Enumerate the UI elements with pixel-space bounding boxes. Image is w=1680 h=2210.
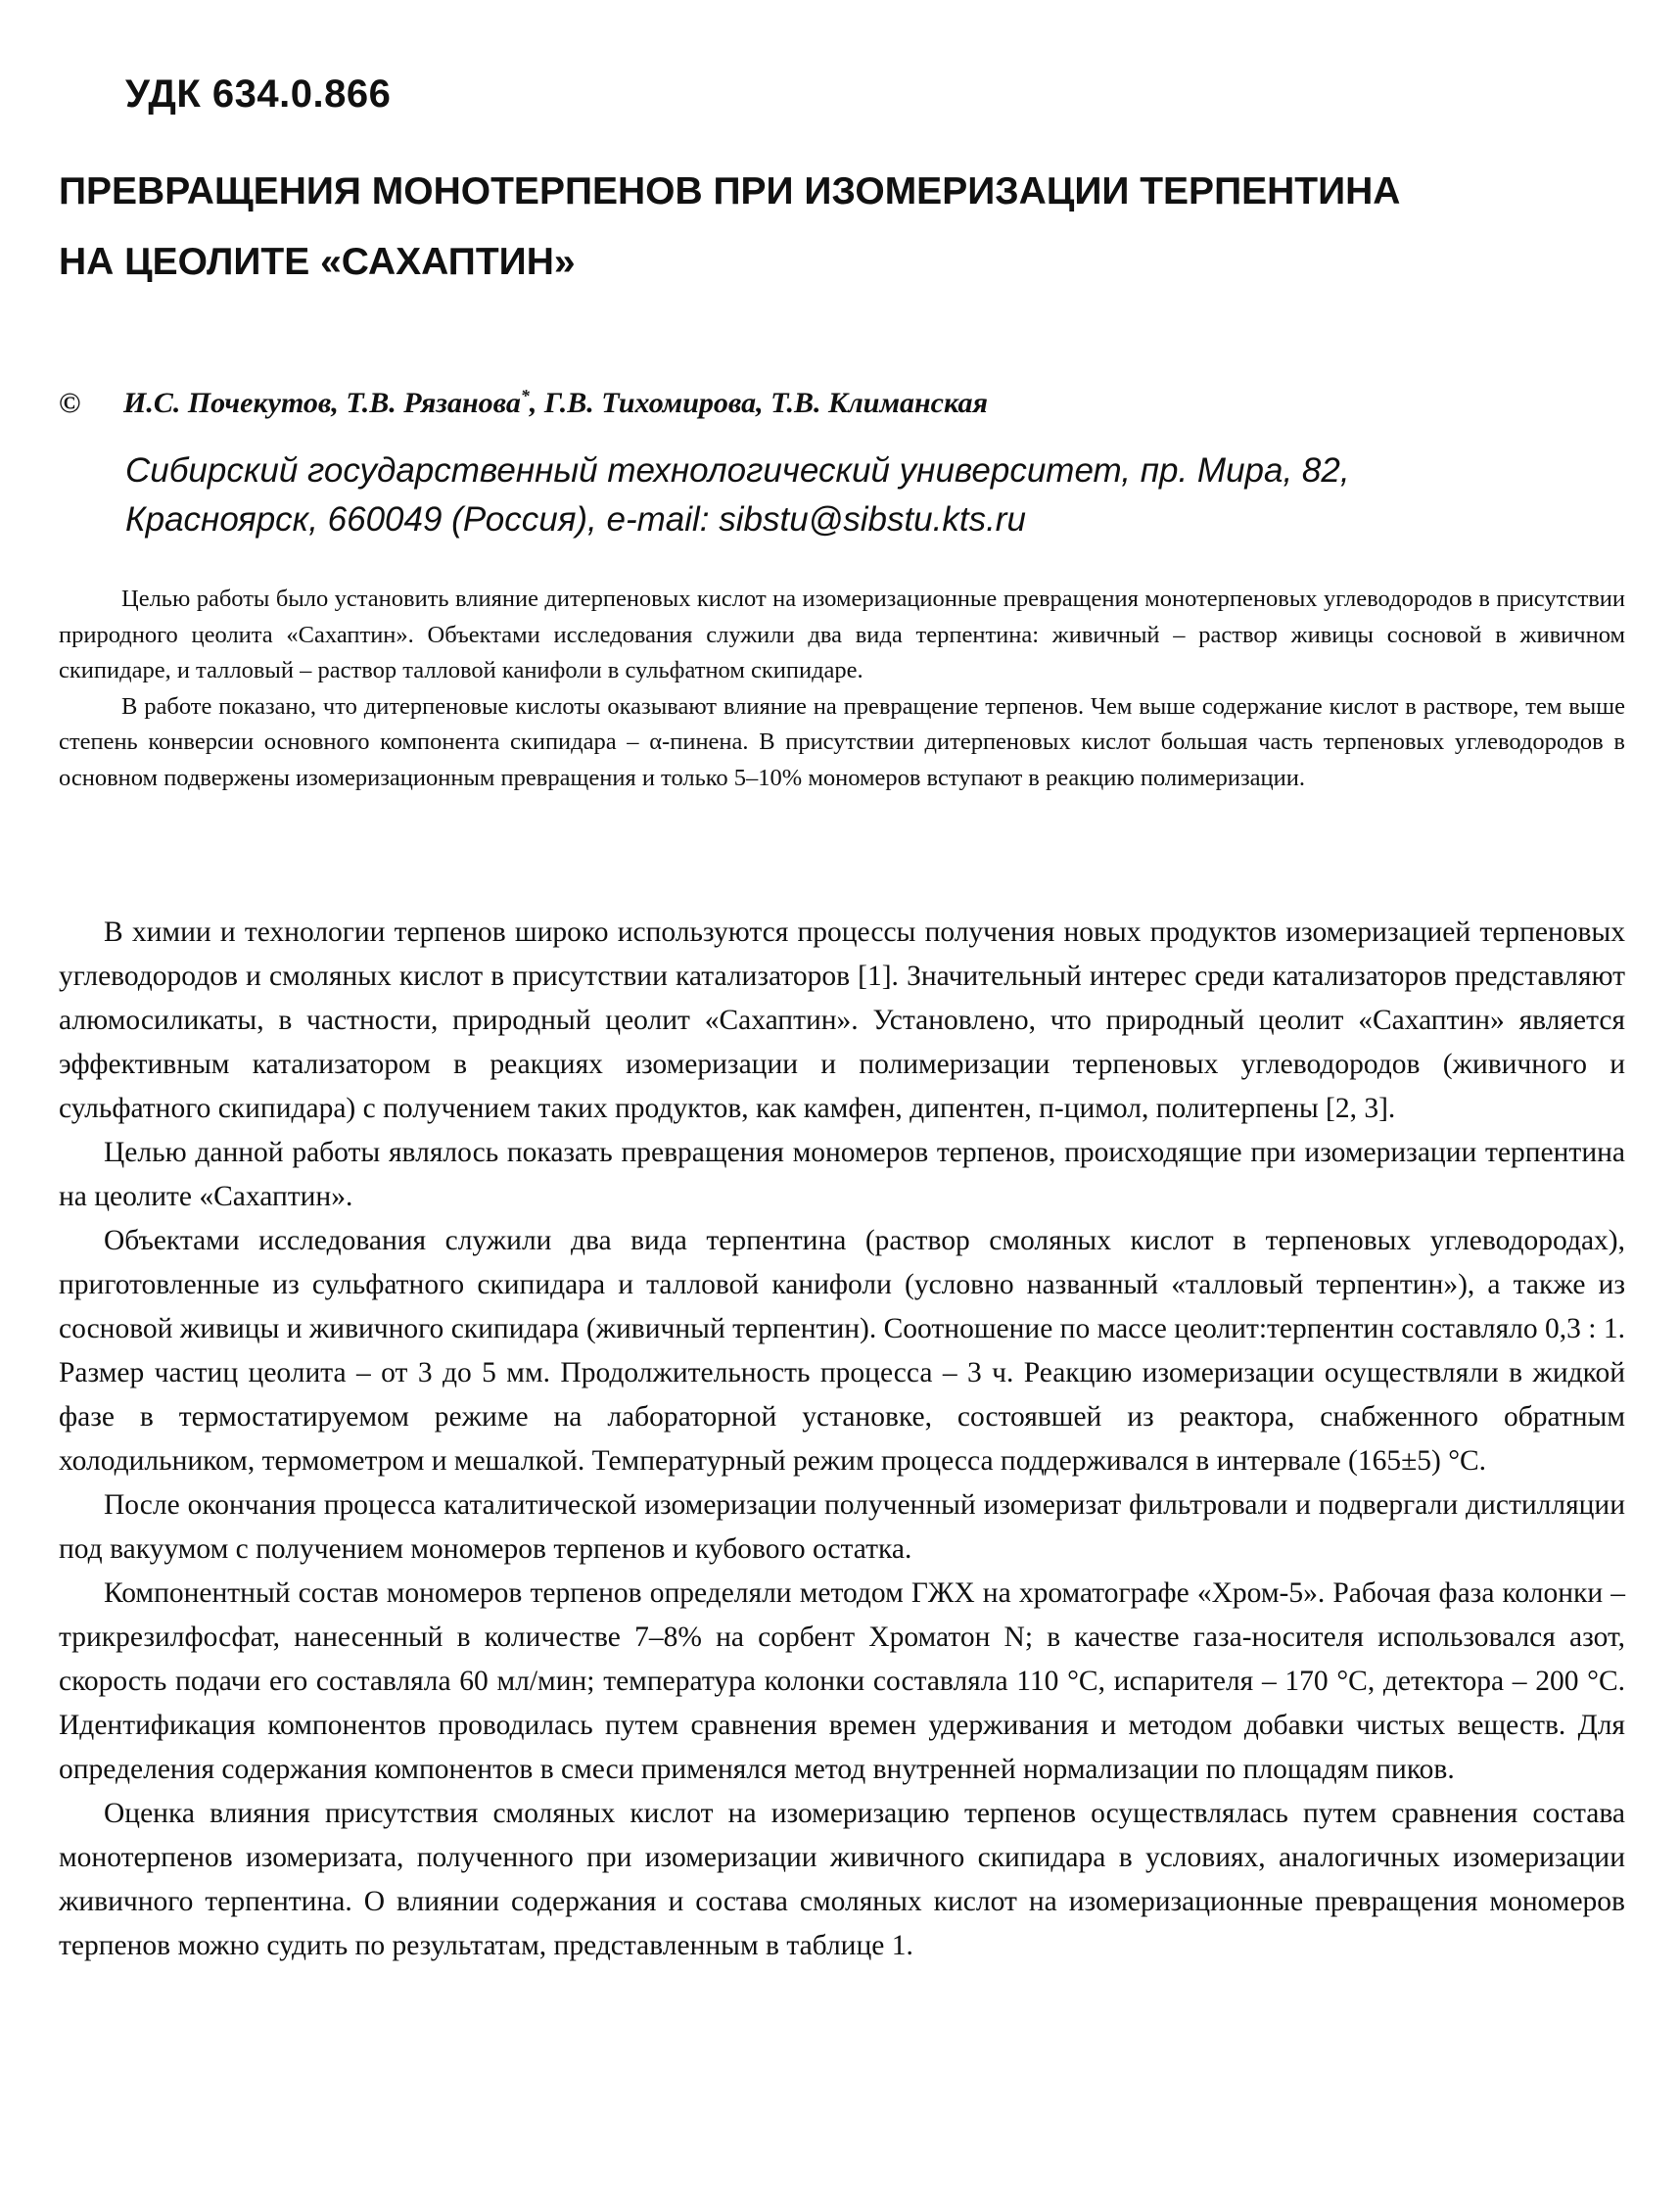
title-line-1: ПРЕВРАЩЕНИЯ МОНОТЕРПЕНОВ ПРИ ИЗОМЕРИЗАЦИИ ТЕРПЕНТИНА xyxy=(59,170,1401,212)
abstract-paragraph-2: В работе показано, что дитерпеновые кислоты оказывают влияние на превращение терпенов. Чем выше содержание кислот в растворе, тем выше степень конверсии основного компонента скипидара – α-пинена. В присутствии дитерпеновых кислот большая часть терпеновых углеводородов в основном подвержены изомеризационным превращения и только 5–10% мономеров вступают в реакцию полимеризации. xyxy=(59,692,1625,791)
copyright-symbol: © xyxy=(59,387,81,419)
body-paragraph-3: Объектами исследования служили два вида терпентина (раствор смоляных кислот в терпеновых углеводородах), приготовленные из сульфатного скипидара и талловой канифоли (условно названный «талловый терпентин»), а также из сосновой живицы и живичного скипидара (живичный терпентин). Соотношение по массе цеолит:терпентин составляло 0,3 : 1. Размер частиц цеолита – от 3 до 5 мм. Продолжительность процесса – 3 ч. Реакцию изомеризации осуществляли в жидкой фазе в термостатируемом режиме на лабораторной установке, состоявшей из реактора, снабженного обратным холодильником, термометром и мешалкой. Температурный режим процесса поддерживался в интервале (165±5) °С. xyxy=(59,1225,1625,1477)
author-list xyxy=(59,386,1586,420)
paper-title xyxy=(59,157,1625,298)
udc-code: УДК 634.0.866 xyxy=(125,72,392,116)
affiliation-line-2: Красноярск, 660049 (Россия), e-mail: sibstu@sibstu.kts.ru xyxy=(125,500,1026,539)
body-paragraph-6: Оценка влияния присутствия смоляных кислот на изомеризацию терпенов осуществлялась путем сравнения состава монотерпенов изомеризата, полученного при изомеризации живичного скипидара в условиях, аналогичных изомеризации живичного терпентина. О влиянии содержания и состава смоляных кислот на изомеризационные превращения мономеров терпенов можно судить по результатам, представленным в таблице 1. xyxy=(59,1798,1625,1961)
abstract-paragraph-1: Целью работы было установить влияние дитерпеновых кислот на изомеризационные превращения монотерпеновых углеводородов в присутствии природного цеолита «Сахаптин». Объектами исследования служили два вида терпентина: живичный – раствор живицы сосновой в живичном скипидаре, и талловый – раствор талловой канифоли в сульфатном скипидаре. xyxy=(59,586,1625,683)
body-paragraph-2: Целью данной работы являлось показать превращения мономеров терпенов, происходящие при изомеризации терпентина на цеолите «Сахаптин». xyxy=(59,1137,1625,1212)
title-line-2: НА ЦЕОЛИТЕ «САХАПТИН» xyxy=(59,241,576,283)
authors-text: И.С. Почекутов, Т.В. Рязанова xyxy=(123,387,521,419)
corresponding-author-mark: * xyxy=(520,386,530,405)
body-paragraph-5: Компонентный состав мономеров терпенов определяли методом ГЖХ на хроматографе «Хром-5». Рабочая фаза колонки – трикрезилфосфат, нанесенный в количестве 7–8% на сорбент Хроматон N; в качестве газа-носителя использовался азот, скорость подачи его составляла 60 мл/мин; температура колонки составляла 110 °С, испарителя – 170 °С, детектора – 200 °С. Идентификация компонентов проводилась путем сравнения времен удерживания и методом добавки чистых веществ. Для определения содержания компонентов в смеси применялся метод внутренней нормализации по площадям пиков. xyxy=(59,1577,1625,1785)
authors-text-rest: , Г.В. Тихомирова, Т.В. Климанская xyxy=(529,387,988,419)
abstract xyxy=(59,582,1625,796)
affiliation-line-1: Сибирский государственный технологический университет, пр. Мира, 82, xyxy=(125,451,1350,490)
body-paragraph-1: В химии и технологии терпенов широко используются процессы получения новых продуктов изомеризацией терпеновых углеводородов и смоляных кислот в присутствии катализаторов [1]. Значительный интерес среди катализаторов представляют алюмосиликаты, в частности, природный цеолит «Сахаптин». Установлено, что природный цеолит «Сахаптин» является эффективным катализатором в реакциях изомеризации и полимеризации терпеновых углеводородов (живичного и сульфатного скипидара) с получением таких продуктов, как камфен, дипентен, п-цимол, политерпены [2, 3]. xyxy=(59,917,1625,1124)
affiliation xyxy=(125,447,1613,544)
body-text xyxy=(59,911,1625,1968)
body-paragraph-4: После окончания процесса каталитической изомеризации полученный изомеризат фильтровали и подвергали дистилляции под вакуумом с получением мономеров терпенов и кубового остатка. xyxy=(59,1489,1625,1565)
